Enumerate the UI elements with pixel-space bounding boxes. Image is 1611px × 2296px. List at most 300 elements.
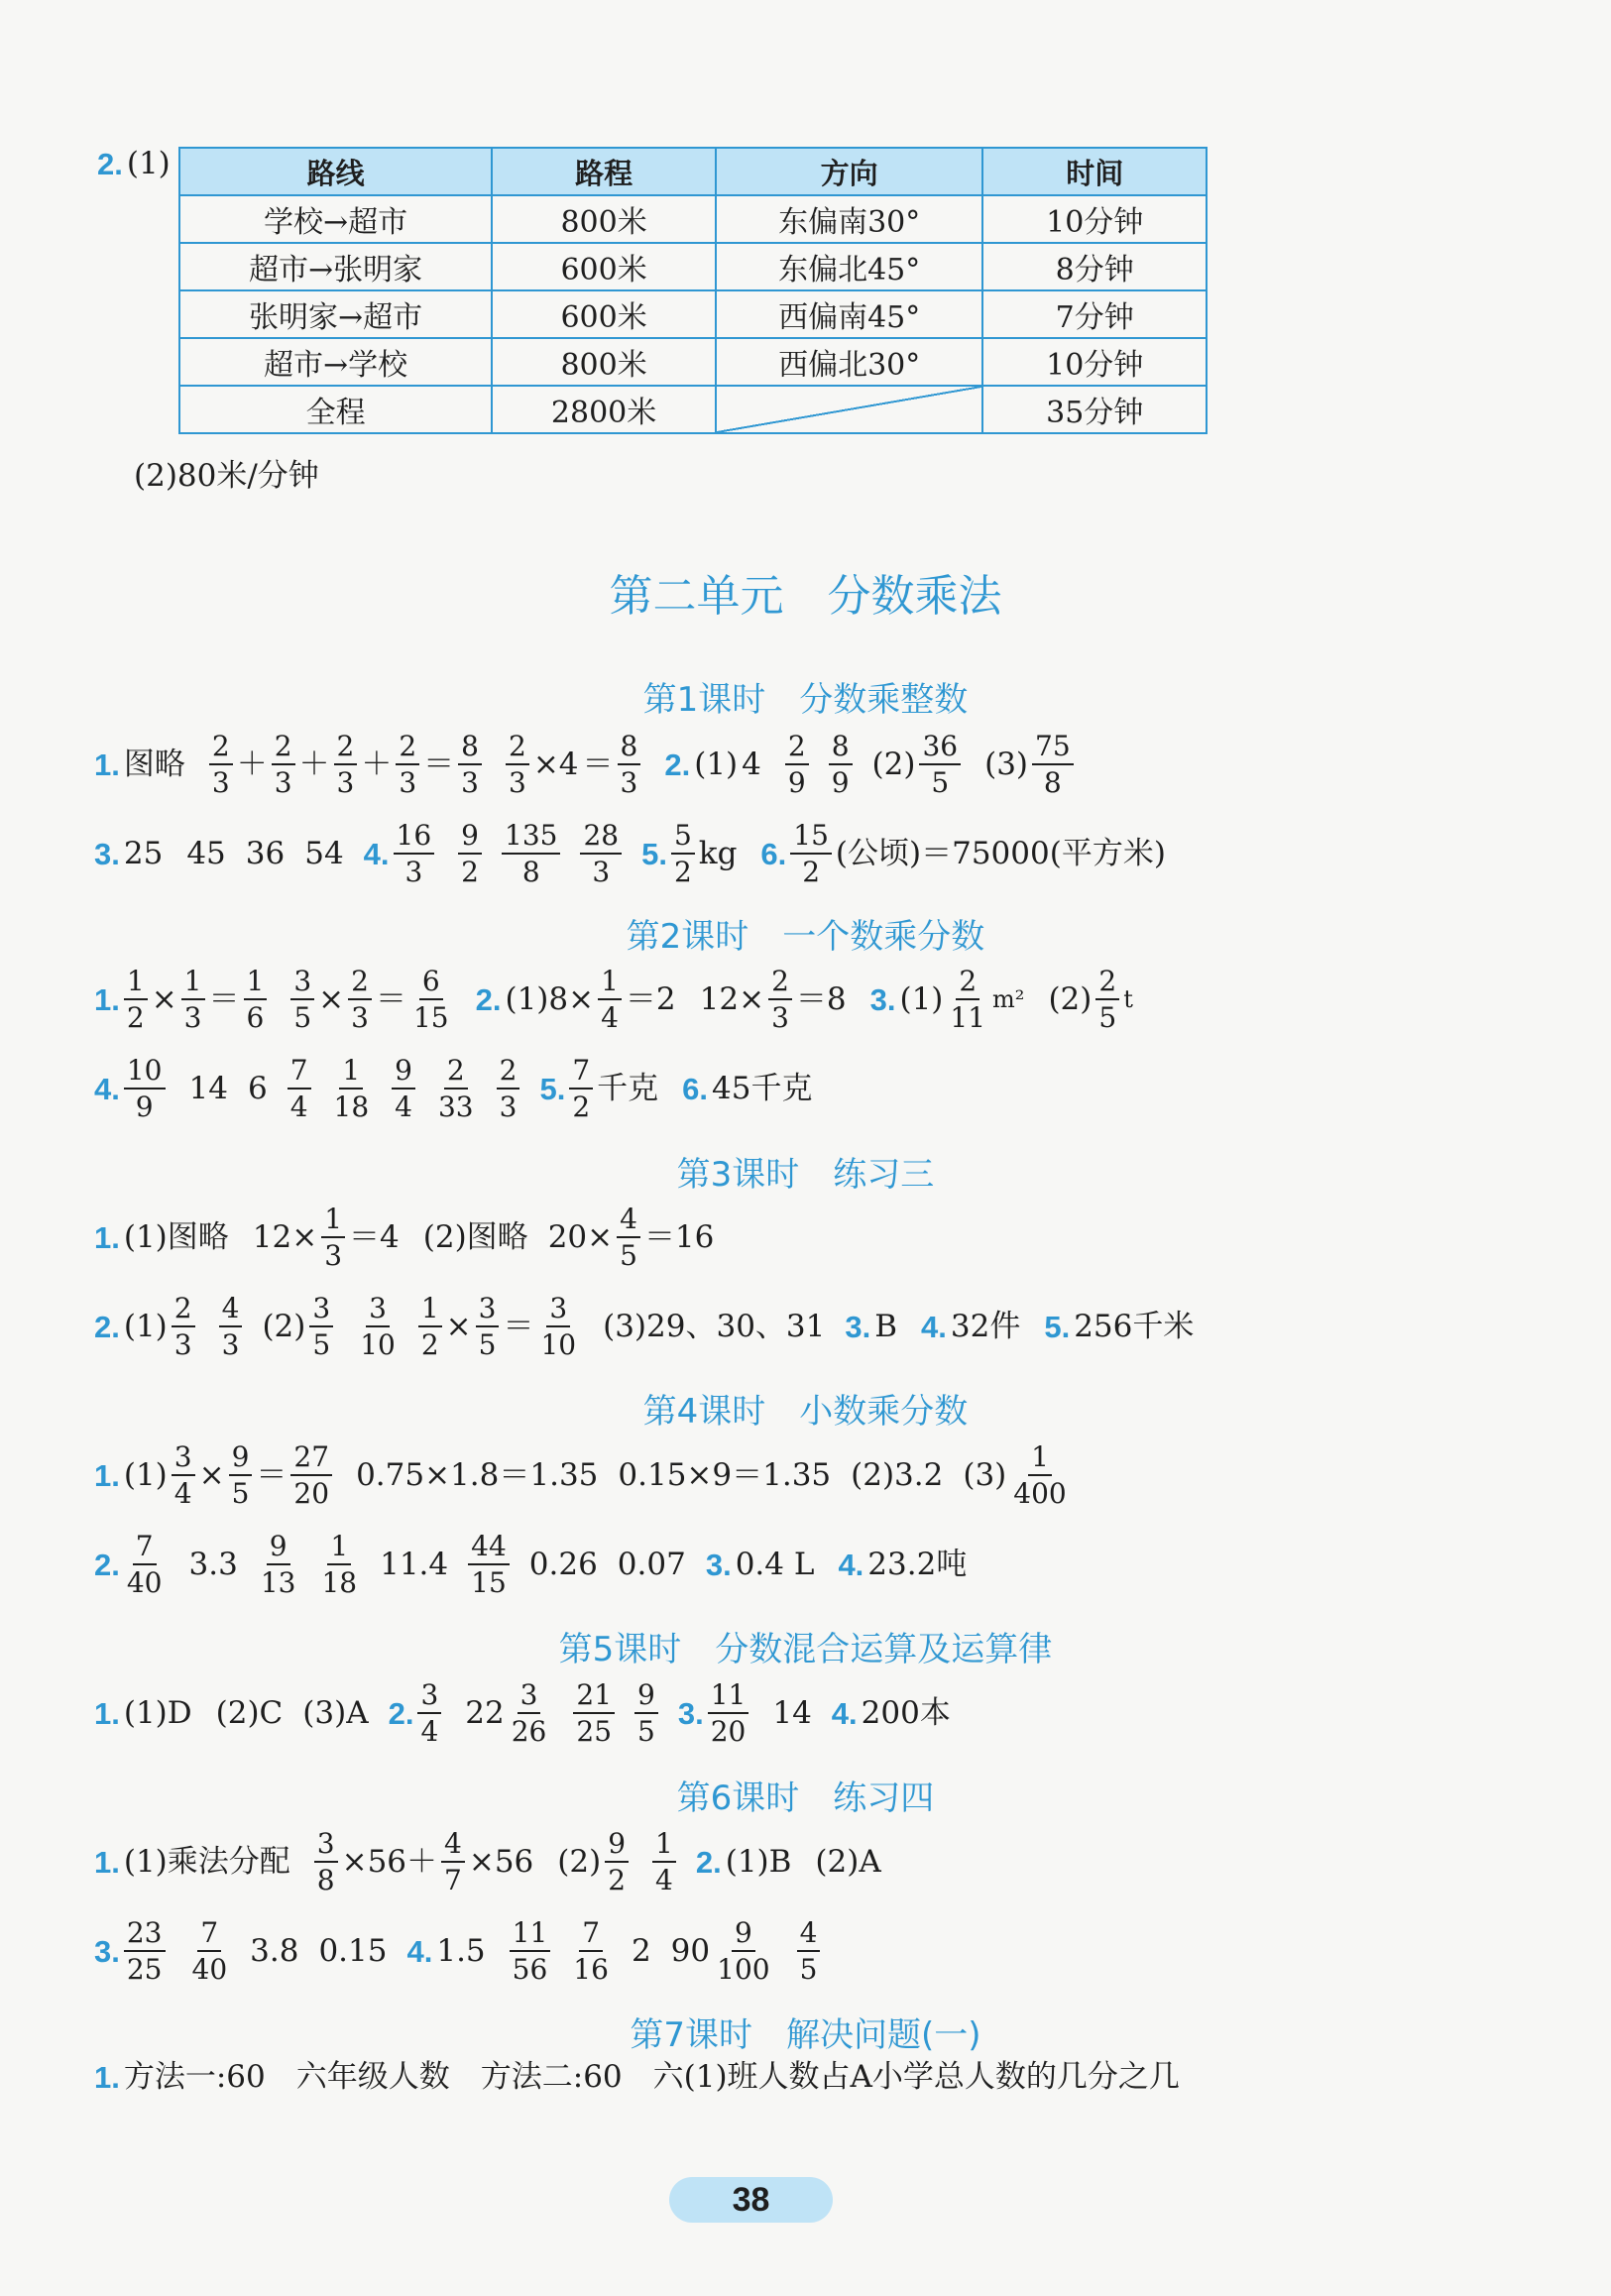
answer-group	[664, 746, 765, 782]
denominator: 3	[404, 856, 423, 889]
unit-title: 第二单元 分数乘法	[609, 571, 1002, 622]
numerator: 1	[321, 1205, 345, 1238]
answer-text: 6	[247, 1070, 268, 1106]
numerator: 1	[1028, 1442, 1052, 1476]
fraction	[229, 1442, 253, 1509]
fraction	[714, 1918, 772, 1985]
denominator: 40	[126, 1566, 163, 1600]
mixed-number	[465, 1680, 553, 1747]
lesson-1-line-2	[94, 821, 1190, 887]
answer-group	[406, 1932, 489, 1969]
numerator: 1	[244, 967, 268, 1000]
answer-text: 0.26	[528, 1546, 598, 1582]
fraction	[124, 967, 148, 1033]
denominator: 5	[637, 1715, 655, 1749]
question-number: 6.	[682, 1071, 708, 1106]
denominator: 5	[799, 1953, 818, 1987]
denominator: 4	[289, 1091, 308, 1124]
table-cell: 东偏北45°	[716, 243, 983, 290]
fraction	[497, 1056, 520, 1122]
table-cell: 10分钟	[982, 195, 1207, 243]
operator: ＋	[361, 746, 393, 782]
operator: ×	[151, 980, 177, 1017]
question-number: 3.	[869, 981, 896, 1017]
operator: ×	[318, 980, 345, 1017]
answer-text: 14	[188, 1070, 228, 1106]
fraction	[618, 732, 641, 798]
lesson-4-line-1	[94, 1442, 1093, 1509]
operator: ×4	[532, 746, 579, 782]
answer-group	[94, 1056, 170, 1122]
answer-group	[557, 1829, 633, 1895]
lesson-1-title: 第1课时 分数乘整数	[642, 680, 969, 720]
answer-text: ＝16	[643, 1218, 715, 1255]
table-cell: 东偏南30°	[716, 195, 983, 243]
fraction-expression	[290, 967, 455, 1033]
denominator: 3	[183, 1001, 202, 1035]
fraction	[410, 967, 452, 1033]
numerator: 7	[288, 1056, 311, 1090]
part-label: (1)	[123, 1456, 168, 1493]
answer-group	[870, 967, 1029, 1033]
denominator: 4	[395, 1091, 412, 1124]
fraction	[394, 821, 435, 887]
fraction	[506, 732, 529, 798]
denominator: 10	[540, 1328, 577, 1362]
answer-group	[94, 1843, 294, 1880]
answer-group	[94, 746, 189, 782]
fraction	[947, 967, 988, 1033]
numerator: 1	[339, 1056, 363, 1090]
question-number: 2.	[664, 746, 691, 782]
fraction	[790, 821, 832, 887]
part-label: (2)	[262, 1308, 306, 1344]
denominator: 3	[324, 1239, 343, 1273]
numerator: 1	[652, 1829, 676, 1863]
table-cell: 超市→学校	[179, 338, 492, 386]
denominator: 2	[420, 1328, 439, 1362]
lesson-3-line-2	[94, 1294, 1217, 1360]
numerator: 15	[790, 821, 832, 855]
numerator: 2	[1095, 967, 1119, 1000]
numerator: 2	[396, 732, 419, 765]
denominator: 2	[461, 856, 479, 889]
fraction	[435, 1056, 477, 1122]
lesson-2-title: 第2课时 一个数乘分数	[626, 917, 985, 957]
numerator: 4	[219, 1294, 243, 1327]
denominator: 5	[312, 1328, 331, 1362]
denominator: 5	[1098, 1001, 1117, 1035]
answer-text: 11.4	[380, 1546, 449, 1582]
answer-text: ＝8	[795, 980, 847, 1017]
part-label: (1)	[899, 980, 944, 1017]
lesson-5-line-1	[94, 1680, 975, 1747]
fraction	[569, 1056, 593, 1122]
fraction	[634, 1680, 658, 1747]
denominator: 9	[831, 766, 850, 800]
operator: ＝	[503, 1308, 534, 1344]
numerator: 5	[671, 821, 695, 855]
fraction	[573, 1680, 615, 1747]
answer-group	[831, 1694, 955, 1731]
denominator: 3	[211, 766, 230, 800]
denominator: 3	[221, 1328, 240, 1362]
answer-text: 0.15×9＝1.35	[618, 1456, 832, 1493]
answer-text: 方法一:60 六年级人数 方法二:60 六(1)班人数占A小学总人数的几分之几	[123, 2059, 1180, 2095]
fraction	[1095, 967, 1119, 1033]
answer-group	[678, 1680, 753, 1747]
answer-group	[94, 1918, 170, 1985]
question-number: 4.	[363, 836, 390, 871]
numerator: 11	[708, 1680, 749, 1714]
answer-text: 4	[742, 746, 761, 782]
question-number: 2.	[475, 981, 502, 1017]
denominator: 4	[601, 1001, 619, 1035]
page-number: 38	[669, 2177, 833, 2223]
fraction	[671, 821, 695, 887]
answer-text: (3)A	[302, 1694, 369, 1731]
question-number: 1.	[94, 746, 120, 782]
fraction	[1032, 732, 1074, 798]
answer-text: (2)A	[815, 1843, 881, 1880]
numerator: 16	[394, 821, 435, 855]
fraction	[829, 732, 853, 798]
header-direction: 方向	[716, 148, 983, 195]
denominator: 10	[360, 1328, 396, 1362]
fraction	[417, 1680, 441, 1747]
empty-diagonal-cell	[716, 386, 983, 433]
answer-text: 14	[772, 1694, 812, 1731]
question-number: 3.	[705, 1547, 732, 1582]
denominator: 3	[173, 1328, 192, 1362]
answer-text: 20×	[547, 1218, 614, 1255]
numerator: 11	[510, 1918, 551, 1952]
denominator: 5	[293, 1001, 312, 1035]
unit-text: 千克	[597, 1070, 659, 1106]
answer-group	[921, 1308, 1024, 1344]
answer-text: 2	[631, 1932, 651, 1969]
fraction	[181, 967, 205, 1033]
numerator: 9	[267, 1532, 290, 1565]
lesson-7-line-1	[94, 2059, 1200, 2095]
fraction-expression	[548, 1205, 719, 1271]
fraction-expression	[700, 967, 851, 1033]
lesson-6-line-1	[94, 1829, 901, 1895]
fraction	[510, 1918, 551, 1985]
answer-group	[262, 1294, 337, 1360]
fraction	[244, 967, 268, 1033]
question-number: 1.	[94, 1695, 120, 1731]
fraction	[458, 821, 482, 887]
fraction	[219, 1294, 243, 1360]
denominator: 11	[950, 1001, 986, 1035]
fraction	[502, 821, 560, 887]
unit-text: t	[1123, 985, 1133, 1014]
denominator: 3	[771, 1001, 789, 1035]
numerator: 10	[124, 1056, 166, 1090]
table-cell: 张明家→超市	[179, 290, 492, 338]
denominator: 40	[191, 1953, 228, 1987]
unit-text: m²	[992, 985, 1025, 1014]
numerator: 4	[441, 1829, 465, 1863]
denominator: 20	[710, 1715, 747, 1749]
answer-group	[695, 1843, 796, 1880]
denominator: 2	[673, 856, 692, 889]
lesson-3-title: 第3课时 练习三	[676, 1155, 935, 1195]
numerator: 4	[797, 1918, 821, 1952]
answer-group	[963, 1442, 1073, 1509]
answer-group	[760, 821, 1170, 887]
denominator: 8	[1043, 766, 1062, 800]
denominator: 8	[316, 1864, 335, 1897]
fraction	[209, 732, 233, 798]
operator: ＝	[375, 980, 406, 1017]
question-number: 1.	[94, 1844, 120, 1880]
numerator: 2	[334, 732, 358, 765]
lesson-2-line-1	[94, 967, 1157, 1033]
answer-text: 256千米	[1074, 1308, 1195, 1344]
fraction-expression	[314, 1829, 538, 1895]
operator: ＝	[256, 1456, 288, 1493]
answer-group	[1048, 967, 1136, 1033]
fraction	[570, 1918, 612, 1985]
numerator: 4	[617, 1205, 640, 1238]
numerator: 36	[919, 732, 961, 765]
answer-text: ＝2	[625, 980, 676, 1017]
denominator: 26	[511, 1715, 547, 1749]
answer-group	[984, 732, 1078, 798]
numerator: 2	[497, 1056, 520, 1090]
answer-text: 12×	[252, 1218, 318, 1255]
answer-group	[838, 1546, 971, 1582]
denominator: 3	[351, 1001, 369, 1035]
numerator: 9	[605, 1829, 629, 1863]
numerator: 3	[417, 1680, 441, 1714]
answer-text: (1)D	[123, 1694, 192, 1731]
question-number: 5.	[641, 836, 667, 871]
fraction-expression	[94, 967, 271, 1033]
answer-text: (2)C	[215, 1694, 284, 1731]
answer-group	[682, 1070, 816, 1106]
fraction	[321, 1205, 345, 1271]
answer-text: 200本	[861, 1694, 951, 1731]
denominator: 5	[231, 1477, 250, 1511]
fraction-expression	[209, 732, 486, 798]
fraction	[652, 1829, 676, 1895]
question-number: 1.	[94, 2060, 120, 2095]
operator: ＋	[298, 746, 330, 782]
operator: ＝	[208, 980, 240, 1017]
numerator: 7	[197, 1918, 221, 1952]
fraction	[288, 1056, 311, 1122]
fraction	[580, 821, 622, 887]
question-number: 3.	[94, 1933, 120, 1969]
fraction	[1010, 1442, 1069, 1509]
denominator: 25	[126, 1953, 163, 1987]
header-route: 路线	[179, 148, 492, 195]
question-number: 6.	[760, 836, 787, 871]
question-number: 5.	[539, 1071, 566, 1106]
lesson-6-title: 第6课时 练习四	[676, 1779, 935, 1818]
header-distance: 路程	[492, 148, 716, 195]
answer-text: 45	[186, 835, 226, 871]
answer-text: 3.3	[188, 1546, 238, 1582]
answer-text: (1)乘法分配	[123, 1843, 290, 1880]
answer-group	[94, 1218, 233, 1255]
answer-group	[389, 1680, 446, 1747]
answer-text: ×56＋	[341, 1843, 438, 1880]
numerator: 3	[546, 1294, 570, 1327]
numerator: 2	[506, 732, 529, 765]
numerator: 9	[732, 1918, 755, 1952]
answer-group	[94, 835, 167, 871]
question-number: 3.	[94, 836, 120, 871]
fraction	[708, 1680, 749, 1747]
table-cell: 800米	[492, 338, 716, 386]
numerator: 2	[272, 732, 295, 765]
answer-text: ＝4	[349, 1218, 400, 1255]
fraction	[331, 1056, 373, 1122]
numerator: 2	[172, 1294, 195, 1327]
answer-text: 25	[123, 835, 164, 871]
denominator: 18	[321, 1566, 358, 1600]
table-cell: 600米	[492, 290, 716, 338]
fraction	[172, 1442, 195, 1509]
table-cell: 10分钟	[982, 338, 1207, 386]
question-number: 2.	[97, 147, 123, 181]
answer-text: (2)3.2	[851, 1456, 944, 1493]
denominator: 400	[1013, 1477, 1067, 1511]
answer-text: (2)图略	[422, 1218, 528, 1255]
numerator: 7	[579, 1918, 603, 1952]
numerator: 3	[366, 1294, 390, 1327]
fraction	[348, 967, 372, 1033]
lesson-5-title: 第5课时 分数混合运算及运算律	[558, 1630, 1053, 1669]
answer-text: ×56	[468, 1843, 534, 1880]
numerator: 8	[618, 732, 641, 765]
answer-text: 0.4 L	[735, 1546, 815, 1582]
denominator: 2	[126, 1001, 145, 1035]
numerator: 21	[573, 1680, 615, 1714]
operator: ×	[198, 1456, 225, 1493]
numerator: 135	[502, 821, 560, 855]
fraction	[768, 967, 792, 1033]
lesson-1-line-1	[94, 732, 1097, 798]
question-number: 2.	[94, 1547, 120, 1582]
part-label: (1)	[126, 146, 171, 181]
part-label: (1)	[694, 746, 739, 782]
table-cell: 超市→张明家	[179, 243, 492, 290]
denominator: 4	[420, 1715, 439, 1749]
denominator: 15	[412, 1001, 449, 1035]
question-number: 3.	[845, 1309, 871, 1344]
answer-group	[705, 1546, 819, 1582]
fraction	[785, 732, 809, 798]
denominator: 3	[399, 766, 417, 800]
answer-text: 32件	[950, 1308, 1021, 1344]
fraction	[392, 1056, 415, 1122]
answer-text: (1)8×	[505, 980, 595, 1017]
part-label: (2)	[1048, 980, 1093, 1017]
question-number: 4.	[831, 1695, 858, 1731]
fraction	[124, 1532, 166, 1598]
numerator: 1	[327, 1532, 351, 1565]
numerator: 8	[829, 732, 853, 765]
header-time: 时间	[982, 148, 1207, 195]
lesson-7-title: 第7课时 解决问题(一)	[630, 2015, 981, 2055]
lesson-4-title: 第4课时 小数乘分数	[642, 1392, 969, 1432]
answer-text: 0.15	[318, 1932, 388, 1969]
denominator: 16	[573, 1953, 609, 1987]
fraction	[272, 732, 295, 798]
denominator: 3	[509, 766, 526, 800]
answer-group	[364, 821, 439, 887]
fraction-expression	[418, 1294, 583, 1360]
answer-text: 12×	[699, 980, 765, 1017]
denominator: 3	[336, 766, 355, 800]
mixed-number	[671, 1918, 777, 1985]
numerator: 2	[768, 967, 792, 1000]
denominator: 3	[274, 766, 292, 800]
lesson-3-line-1	[94, 1205, 738, 1271]
numerator: 7	[569, 1056, 593, 1090]
denominator: 9	[135, 1091, 154, 1124]
answer-text: 54	[304, 835, 344, 871]
numerator: 27	[290, 1442, 332, 1476]
fraction-expression	[506, 732, 644, 798]
denominator: 3	[499, 1091, 518, 1124]
fraction	[537, 1294, 579, 1360]
fraction	[318, 1532, 360, 1598]
numerator: 2	[209, 732, 233, 765]
fraction	[357, 1294, 399, 1360]
numerator: 3	[290, 967, 314, 1000]
numerator: 7	[133, 1532, 157, 1565]
denominator: 6	[246, 1001, 265, 1035]
denominator: 15	[471, 1566, 507, 1600]
fraction	[172, 1294, 195, 1360]
fraction	[605, 1829, 629, 1895]
fraction	[797, 1918, 821, 1985]
denominator: 2	[572, 1091, 591, 1124]
question-number: 4.	[406, 1933, 433, 1969]
denominator: 2	[608, 1864, 627, 1897]
numerator: 75	[1032, 732, 1074, 765]
question-number: 5.	[1044, 1309, 1071, 1344]
denominator: 9	[787, 766, 806, 800]
fraction	[441, 1829, 465, 1895]
lesson-2-line-2	[94, 1056, 836, 1122]
numerator: 1	[124, 967, 148, 1000]
answer-text: (3)29、30、31	[603, 1308, 826, 1344]
lesson-4-line-2	[94, 1532, 990, 1598]
answer-group	[1044, 1308, 1198, 1344]
numerator: 23	[124, 1918, 166, 1952]
whole-part: 22	[465, 1694, 505, 1731]
fraction	[468, 1532, 510, 1598]
table-cell: 全程	[179, 386, 492, 433]
part-label: (2)	[871, 746, 916, 782]
numerator: 9	[229, 1442, 253, 1476]
answer-text: 3.8	[250, 1932, 299, 1969]
part-label: (3)	[963, 1456, 1007, 1493]
table-cell: 西偏南45°	[716, 290, 983, 338]
table-row	[179, 243, 1207, 290]
numerator: 9	[458, 821, 482, 855]
denominator: 7	[444, 1864, 462, 1897]
denominator: 2	[802, 856, 821, 889]
table-cell: 600米	[492, 243, 716, 290]
